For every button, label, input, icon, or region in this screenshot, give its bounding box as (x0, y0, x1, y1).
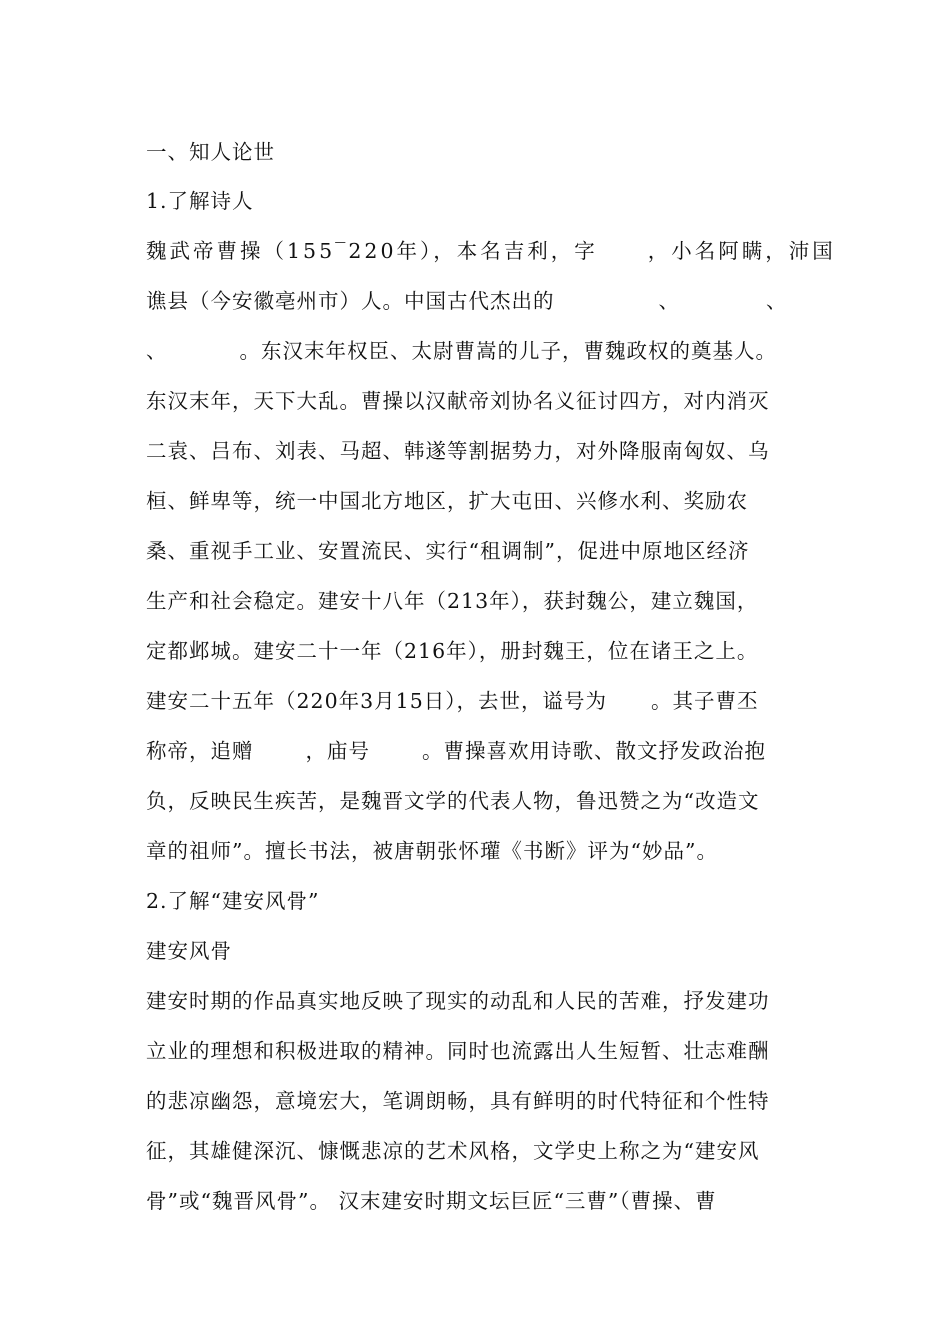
text-segment: 建安二十五年（220年3月15日），去世，谥号为 (146, 689, 608, 713)
paragraph-line: 东汉末年，天下大乱。曹操以汉献帝刘协名义征讨四方，对内消灭 (146, 389, 770, 413)
paragraph-line: 征，其雄健深沉、慷慨悲凉的艺术风格，文学史上称之为“建安风 (146, 1139, 760, 1163)
paragraph-line: 建安时期的作品真实地反映了现实的动乱和人民的苦难，抒发建功 (146, 989, 770, 1013)
text-segment: 。其子曹丕 (651, 689, 759, 713)
text-segment: 、 (766, 289, 788, 313)
section-heading-1: 一、知人论世 (146, 140, 275, 164)
paragraph-line: 负，反映民生疾苦，是魏晋文学的代表人物，鲁迅赞之为“改造文 (146, 789, 760, 813)
text-segment: 、 (658, 289, 680, 313)
term-heading: 建安风骨 (146, 939, 232, 963)
subheading-poet: 1.了解诗人 (146, 189, 254, 213)
subheading-jianan: 2.了解“建安风骨” (146, 889, 320, 913)
paragraph-line (146, 236, 836, 266)
paragraph-line: 骨”或“魏晋风骨”。 汉末建安时期文坛巨匠“三曹”（曹操、曹 (146, 1189, 717, 1213)
text-segment: ，庙号 (305, 739, 370, 763)
paragraph-line: 立业的理想和积极进取的精神。同时也流露出人生短暂、壮志难酬 (146, 1039, 770, 1063)
paragraph-line: 桓、鲜卑等，统一中国北方地区，扩大屯田、兴修水利、奖励农 (146, 489, 748, 513)
paragraph-line: 二袁、吕布、刘表、马超、韩遂等割据势力，对外降服南匈奴、乌 (146, 439, 770, 463)
text-segment: 称帝，追赠 (146, 739, 254, 763)
text-segment: 魏武帝曹操（155 (146, 239, 336, 263)
text-segment: 、 (146, 339, 168, 363)
text-segment: ‾ (335, 239, 349, 263)
paragraph-line: 定都邺城。建安二十一年（216年），册封魏王，位在诸王之上。 (146, 639, 759, 663)
paragraph-line: 的悲凉幽怨，意境宏大，笔调朗畅，具有鲜明的时代特征和个性特 (146, 1089, 770, 1113)
text-segment: 。曹操喜欢用诗歌、散文抒发政治抱 (422, 739, 766, 763)
paragraph-line (146, 336, 816, 366)
paragraph-line: 生产和社会稳定。建安十八年（213年），获封魏公，建立魏国， (146, 589, 759, 613)
paragraph-line (146, 686, 816, 716)
paragraph-line: 桑、重视手工业、安置流民、实行“租调制”，促进中原地区经济 (146, 539, 750, 563)
text-segment: 220年），本名吉利，字 (348, 239, 598, 263)
text-segment: 谯县（今安徽亳州市）人。中国古代杰出的 (146, 289, 555, 313)
text-segment: ，小名阿瞒，沛国 (647, 239, 836, 263)
paragraph-line (146, 736, 816, 766)
paragraph-line (146, 286, 816, 316)
text-segment: 。东汉末年权臣、太尉曹嵩的儿子，曹魏政权的奠基人。 (239, 339, 777, 363)
paragraph-line: 章的祖师”。擅长书法，被唐朝张怀瓘《书断》评为“妙品”。 (146, 839, 718, 863)
